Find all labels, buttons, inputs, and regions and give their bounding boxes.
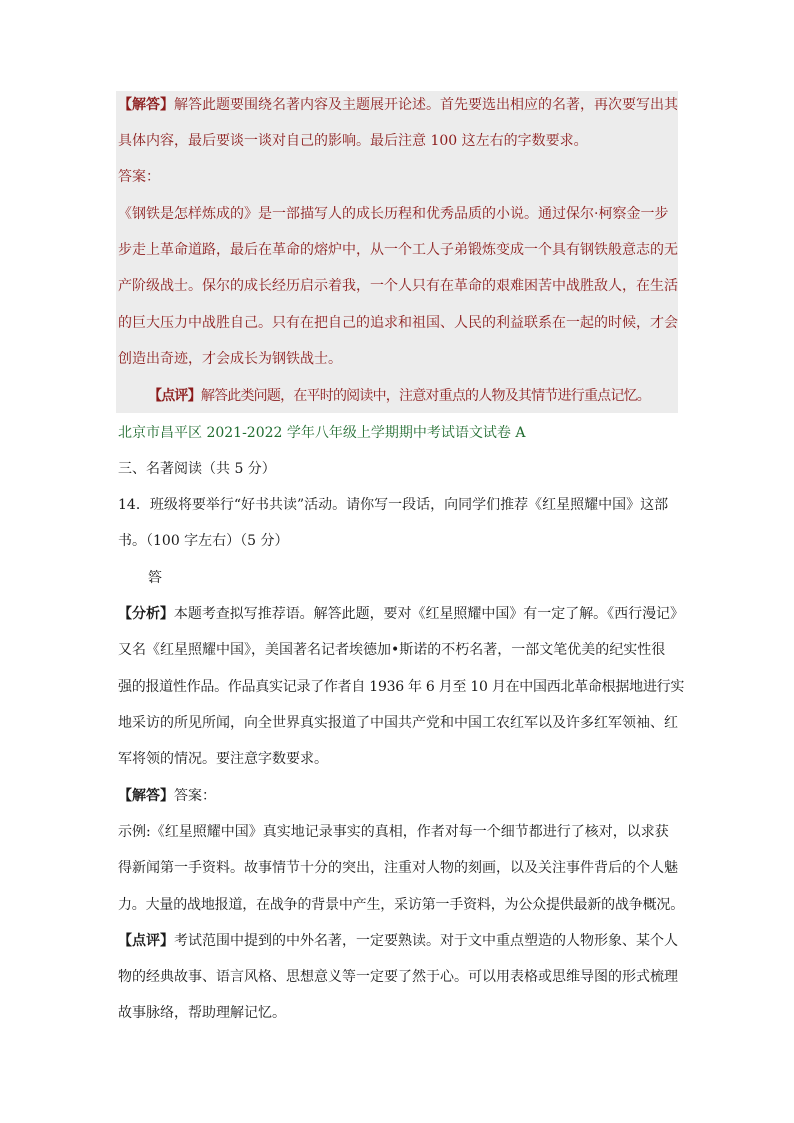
question-line-1: 14．班级将要举行“好书共读”活动。请你写一段话，向同学们推荐《红星照耀中国》这部 xyxy=(118,497,669,513)
block-a-line-1: 【解答】解答此题要围绕名著内容及主题展开论述。首先要选出相应的名著，再次要写出其 xyxy=(118,97,678,113)
block-a-tag: 【解答】 xyxy=(118,97,174,113)
block-a-answer-line-4: 的巨大压力中战胜自己。只有在把自己的追求和祖国、人民的利益联系在一起的时候，才会 xyxy=(118,315,678,331)
comment-line-3: 故事脉络，帮助理解记忆。 xyxy=(118,1005,286,1021)
analysis-tag: 【分析】 xyxy=(118,606,174,622)
comment-tag: 【点评】 xyxy=(118,933,174,949)
block-a-answer-line-5: 创造出奇迹，才会成长为钢铁战士。 xyxy=(118,351,342,367)
comment-line-2: 物的经典故事、语言风格、思想意义等一定要了然于心。可以用表格或思维导图的形式梳理 xyxy=(118,969,678,985)
block-a-answer-line-3: 产阶级战士。保尔的成长经历启示着我，一个人只有在革命的艰难困苦中战胜敌人，在生活 xyxy=(118,278,678,294)
block-a-line-2: 具体内容，最后要谈一谈对自己的影响。最后注意 100 这左右的字数要求。 xyxy=(118,133,588,149)
answer-line-1: 示例:《红星照耀中国》真实地记录事实的真相，作者对每一个细节都进行了核对，以求获 xyxy=(118,824,669,840)
block-a-answer-line-1: 《钢铁是怎样炼成的》是一部描写人的成长历程和优秀品质的小说。通过保尔·柯察金一步 xyxy=(118,206,669,222)
question-line-2: 书。（100 字左右）（5 分） xyxy=(118,533,289,549)
answer-heading: 【解答】答案： xyxy=(118,788,216,804)
section-heading: 三、名著阅读（共 5 分） xyxy=(118,461,276,477)
analysis-line-2: 又名《红星照耀中国》，美国著名记者埃德加•斯诺的不朽名著，一部文笔优美的纪实性很 xyxy=(118,642,666,658)
analysis-line-1: 【分析】本题考查拟写推荐语。解答此题，要对《红星照耀中国》有一定了解。《西行漫记》 xyxy=(118,606,685,622)
answer-line-3: 力。大量的战地报道，在战争的背景中产生，采访第一手资料，为公众提供最新的战争概况。 xyxy=(118,897,684,913)
block-a-comment-tag: 【点评】 xyxy=(148,388,201,404)
block-a-answer-line-2: 步走上革命道路，最后在革命的熔炉中，从一个工人子弟锻炼变成一个具有钢铁般意志的无 xyxy=(118,242,678,258)
analysis-line-4: 地采访的所见所闻，向全世界真实报道了中国共产党和中国工农红军以及许多红军领袖、红 xyxy=(118,715,678,731)
analysis-line-5: 军将领的情况。要注意字数要求。 xyxy=(118,751,328,767)
analysis-line-3: 强的报道性作品。作品真实记录了作者自 1936 年 6 月至 10 月在中国西北革命根据地进行实 xyxy=(118,679,685,695)
answer-prompt xyxy=(148,568,714,588)
comment-line-1: 【点评】考试范围中提到的中外名著，一定要熟读。对于文中重点塑造的人物形象、某个人 xyxy=(118,933,678,949)
answer-tag: 【解答】 xyxy=(118,788,174,804)
block-a-comment: 【点评】解答此类问题，在平时的阅读中，注意对重点的人物及其情节进行重点记忆。 xyxy=(148,388,651,404)
source-title: 北京市昌平区 2021-2022 学年八年级上学期期中考试语文试卷 A xyxy=(118,425,526,441)
answer-line-2: 得新闻第一手资料。故事情节十分的突出，注重对人物的刻画，以及关注事件背后的个人魅 xyxy=(118,860,678,876)
block-a-answer-label: 答案： xyxy=(118,169,160,185)
